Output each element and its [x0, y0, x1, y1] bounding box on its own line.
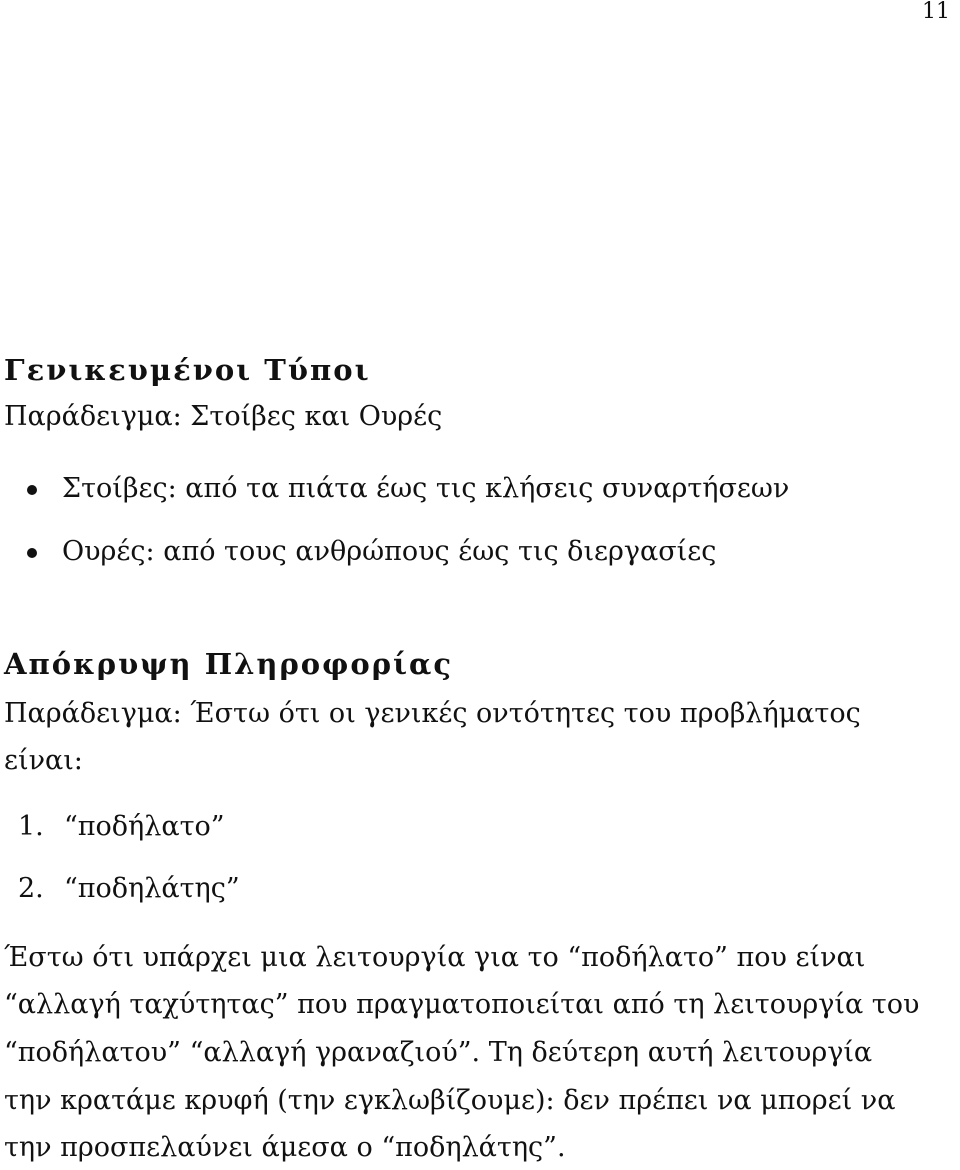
example-stacks-queues: Παράδειγμα: Στοίβες και Ουρές — [4, 401, 443, 432]
bullet-dot-icon — [27, 485, 37, 495]
paragraph-line: “ποδήλατου” “αλλαγή γραναζιού”. Τη δεύτερη αυτή λειτουργία — [4, 1037, 873, 1068]
paragraph-line: “αλλαγή ταχύτητας” που πραγματοποιείται από τη λειτουργία του — [4, 989, 920, 1020]
paragraph-line: Έστω ότι υπάρχει μια λειτουργία για το “ποδήλατο” που είναι — [4, 942, 866, 973]
section-heading-information-hiding: Απόκρυψη Πληροφορίας — [4, 647, 454, 681]
intro-line: Παράδειγμα: Έστω ότι οι γενικές οντότητες του προβλήματος — [4, 698, 861, 729]
list-number: 2. — [18, 873, 44, 904]
list-text: “ποδηλάτης” — [64, 873, 240, 904]
page-number: 11 — [922, 0, 950, 24]
paragraph-line: την κρατάμε κρυφή (την εγκλωβίζουμε): δεν πρέπει να μπορεί να — [4, 1085, 896, 1116]
list-number: 1. — [18, 811, 44, 842]
intro-line: είναι: — [4, 745, 83, 776]
bullet-text: Ουρές: από τους ανθρώπους έως τις διεργασίες — [62, 536, 717, 567]
paragraph-line: την προσπελαύνει άμεσα ο “ποδηλάτης”. — [4, 1132, 566, 1163]
bullet-text: Στοίβες: από τα πιάτα έως τις κλήσεις συναρτήσεων — [62, 473, 790, 504]
list-text: “ποδήλατο” — [64, 811, 225, 842]
section-heading-generic-types: Γενικευμένοι Τύποι — [4, 353, 371, 387]
bullet-dot-icon — [27, 548, 37, 558]
